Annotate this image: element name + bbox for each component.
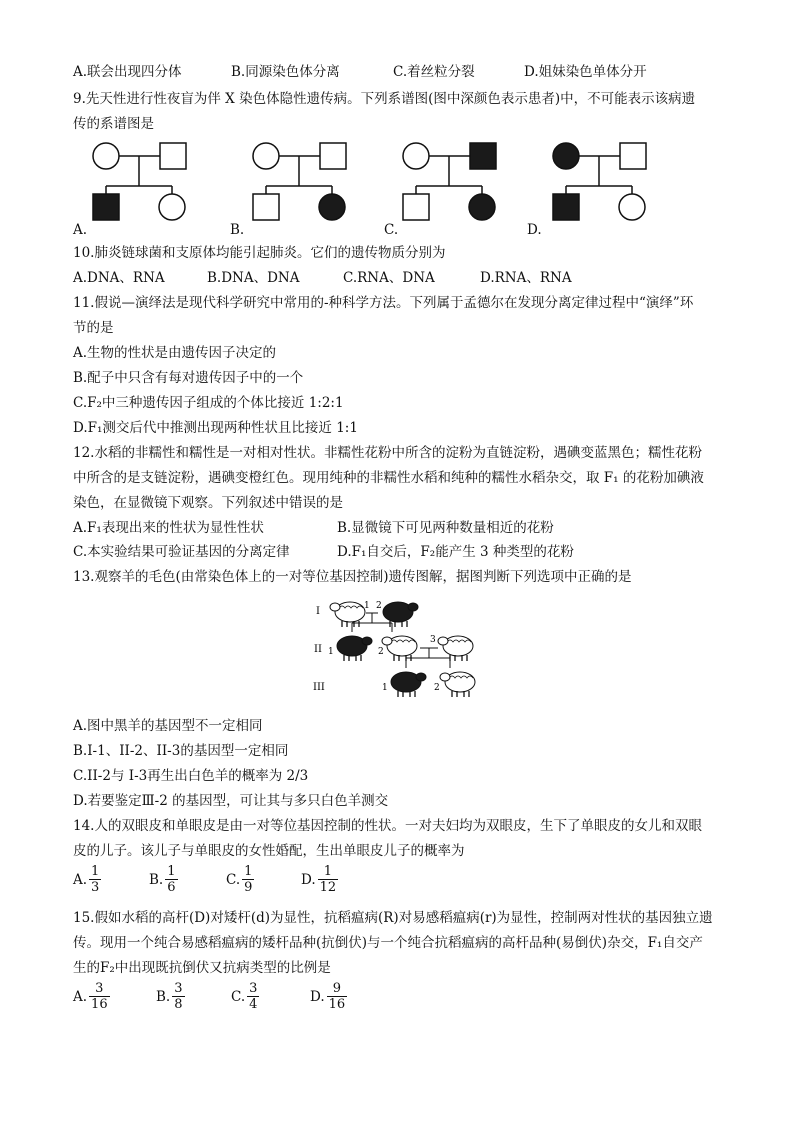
q9-label-d: D. [527, 222, 542, 238]
q15-option-a [73, 981, 110, 1012]
pedigree-c-mother [403, 143, 429, 169]
q14-option-c-den: 9 [244, 880, 253, 895]
pedigree-b-son [253, 194, 279, 220]
q13-option-c: C.II-2与 I-3再生出白色羊的概率为 2/3 [73, 768, 309, 784]
q14-option-d-fraction [318, 864, 339, 895]
q11-stem-line1: 11.假说—演绎法是现代科学研究中常用的-种科学方法。下列属于孟德尔在发现分离定律过程中“演绎”环 [73, 295, 694, 311]
q12-stem-line2: 中所含的是支链淀粉，遇碘变橙红色。现用纯种的非糯性水稻和纯种的糯性水稻杂交，取 F₁ 的花粉加碘液 [73, 470, 704, 486]
q14-option-a-fraction [89, 864, 101, 895]
q8-option-b: B.同源染色体分离 [231, 64, 340, 80]
q14-option-a-num: 1 [91, 864, 100, 879]
q9-label-b: B. [230, 222, 245, 238]
pedigree-b [253, 143, 346, 220]
q15-option-c-label: C. [231, 988, 246, 1005]
q13-num-ii1: 1 [328, 647, 334, 657]
q14-option-b [149, 864, 178, 895]
pedigree-c-daughter-affected [469, 194, 495, 220]
q14-option-b-den: 6 [167, 880, 176, 895]
q13-sheep-ii1-black [337, 636, 372, 661]
q10-stem: 10.肺炎链球菌和支原体均能引起肺炎。它们的遗传物质分别为 [73, 245, 446, 261]
q14-option-b-label: B. [149, 871, 164, 888]
pedigree-d-father [620, 143, 646, 169]
q13-num-i3: 3 [430, 635, 436, 645]
q14-option-b-fraction [165, 864, 177, 895]
pedigree-d-mother-affected [553, 143, 579, 169]
q13-sheep-iii1-black [391, 672, 426, 697]
q14-option-d-den: 12 [319, 880, 337, 895]
q11-option-b: B.配子中只含有每对遗传因子中的一个 [73, 370, 304, 386]
q11-option-a: A.生物的性状是由遗传因子决定的 [73, 345, 277, 361]
q13-num-ii2: 2 [378, 647, 384, 657]
pedigree-c-father-affected [470, 143, 496, 169]
q14-option-a-den: 3 [91, 880, 100, 895]
q13-num-i1: 1 [364, 601, 370, 611]
q13-num-i2: 2 [376, 601, 382, 611]
q11-stem-line2: 节的是 [73, 320, 114, 336]
q13-sheep-iii2-white [440, 672, 475, 697]
pedigree-a-father [160, 143, 186, 169]
q15-stem-line1: 15.假如水稻的高杆(D)对矮杆(d)为显性，抗稻瘟病(R)对易感稻瘟病(r)为显性，控制两对性状的基因独立遗 [73, 910, 713, 926]
q13-option-b: B.I-1、II-2、II-3的基因型一定相同 [73, 743, 289, 759]
pedigree-b-father [320, 143, 346, 169]
q8-option-a: A.联会出现四分体 [73, 64, 182, 80]
q12-option-c: C.本实验结果可验证基因的分离定律 [73, 544, 290, 560]
q10-option-a: A.DNA、RNA [73, 270, 165, 286]
q13-num-iii2: 2 [434, 683, 440, 693]
q15-option-a-fraction [89, 981, 110, 1012]
q12-option-b: B.显微镜下可见两种数量相近的花粉 [337, 520, 554, 536]
q13-sheep-ii3-white [438, 636, 473, 661]
pedigree-c [403, 143, 496, 220]
pedigree-a [93, 143, 186, 220]
q14-option-a [73, 864, 101, 895]
q12-option-d: D.F₁自交后，F₂能产生 3 种类型的花粉 [337, 544, 574, 560]
q15-option-b-den: 8 [174, 997, 183, 1012]
pedigree-d-son-affected [553, 194, 579, 220]
q11-option-c: C.F₂中三种遗传因子组成的个体比接近 1:2:1 [73, 395, 344, 411]
q15-option-d-den: 16 [328, 997, 346, 1012]
q8-options [73, 62, 182, 82]
q14-option-c-num: 1 [244, 864, 253, 879]
q8-option-d: D.姐妹染色单体分开 [524, 64, 647, 80]
q9-stem-line2: 传的系谱图是 [73, 116, 154, 132]
q10-option-b: B.DNA、DNA [207, 270, 300, 286]
q14-option-d [301, 864, 338, 895]
pedigree-b-daughter-affected [319, 194, 345, 220]
q13-num-iii1: 1 [382, 683, 388, 693]
q13-gen-label-1: I [316, 606, 320, 617]
pedigree-b-mother [253, 143, 279, 169]
q9-label-c: C. [384, 222, 399, 238]
q14-stem-line1: 14.人的双眼皮和单眼皮是由一对等位基因控制的性状。一对夫妇均为双眼皮，生下了单眼皮的女儿和双眼 [73, 818, 702, 834]
q15-option-b-fraction [172, 981, 184, 1012]
q12-option-a: A.F₁表现出来的性状为显性性状 [73, 520, 264, 536]
q15-stem-line3: 生的F₂中出现既抗倒伏又抗病类型的比例是 [73, 960, 331, 976]
q15-option-a-num: 3 [89, 981, 110, 997]
q14-option-d-label: D. [301, 871, 316, 888]
q13-sheep-ii2-white [382, 636, 417, 661]
q12-stem-line1: 12.水稻的非糯性和糯性是一对相对性状。非糯性花粉中所含的淀粉为直链淀粉，遇碘变蓝黑色；糯性花粉 [73, 445, 702, 461]
q8-option-c: C.着丝粒分裂 [393, 64, 475, 80]
q13-sheep-pedigree [310, 596, 490, 706]
q10-option-d: D.RNA、RNA [480, 270, 572, 286]
pedigree-d [553, 143, 646, 220]
q15-option-c-num: 3 [249, 981, 258, 996]
q14-option-c-fraction [242, 864, 254, 895]
q14-option-a-label: A. [73, 871, 88, 888]
q9-label-a: A. [73, 222, 88, 238]
q15-option-c [231, 981, 259, 1012]
q13-stem: 13.观察羊的毛色(由常染色体上的一对等位基因控制)遗传图解，据图判断下列选项中正确的是 [73, 569, 632, 585]
q15-option-a-den: 16 [91, 997, 108, 1012]
q9-stem-line1: 9.先天性进行性夜盲为伴 X 染色体隐性遗传病。下列系谱图(图中深颜色表示患者)中，不可能表示该病遗 [73, 91, 696, 107]
q15-option-d-num: 9 [327, 981, 348, 997]
q14-option-b-num: 1 [167, 864, 176, 879]
q14-option-c [226, 864, 254, 895]
pedigree-a-daughter [159, 194, 185, 220]
q13-gen-label-2: II [314, 644, 322, 655]
q15-option-c-den: 4 [249, 997, 258, 1012]
q13-gen-label-3: III [313, 682, 325, 693]
q9-pedigree-figures [70, 138, 670, 238]
q14-stem-line2: 皮的儿子。该儿子与单眼皮的女性婚配，生出单眼皮儿子的概率为 [73, 843, 465, 859]
q15-stem-line2: 传。现用一个纯合易感稻瘟病的矮杆品种(抗倒伏)与一个纯合抗稻瘟病的高杆品种(易倒伏)杂交，F₁自交产 [73, 935, 703, 951]
q15-option-b [156, 981, 185, 1012]
pedigree-a-mother [93, 143, 119, 169]
q15-option-b-num: 3 [174, 981, 183, 996]
q15-option-d-label: D. [310, 988, 325, 1005]
q11-option-d: D.F₁测交后代中推测出现两种性状且比接近 1:1 [73, 420, 358, 436]
q14-option-d-num: 1 [318, 864, 339, 880]
q10-option-c: C.RNA、DNA [343, 270, 435, 286]
q15-option-b-label: B. [156, 988, 171, 1005]
q15-option-a-label: A. [73, 988, 88, 1005]
pedigree-c-son [403, 194, 429, 220]
q15-option-c-fraction [247, 981, 259, 1012]
pedigree-a-son-affected [93, 194, 119, 220]
pedigree-d-daughter [619, 194, 645, 220]
q13-option-a: A.图中黑羊的基因型不一定相同 [73, 718, 263, 734]
q14-option-c-label: C. [226, 871, 241, 888]
q15-option-d [310, 981, 347, 1012]
q15-option-d-fraction [327, 981, 348, 1012]
q13-option-d: D.若要鉴定Ⅲ-2 的基因型，可让其与多只白色羊测交 [73, 793, 389, 809]
q12-stem-line3: 染色，在显微镜下观察。下列叙述中错误的是 [73, 495, 343, 511]
